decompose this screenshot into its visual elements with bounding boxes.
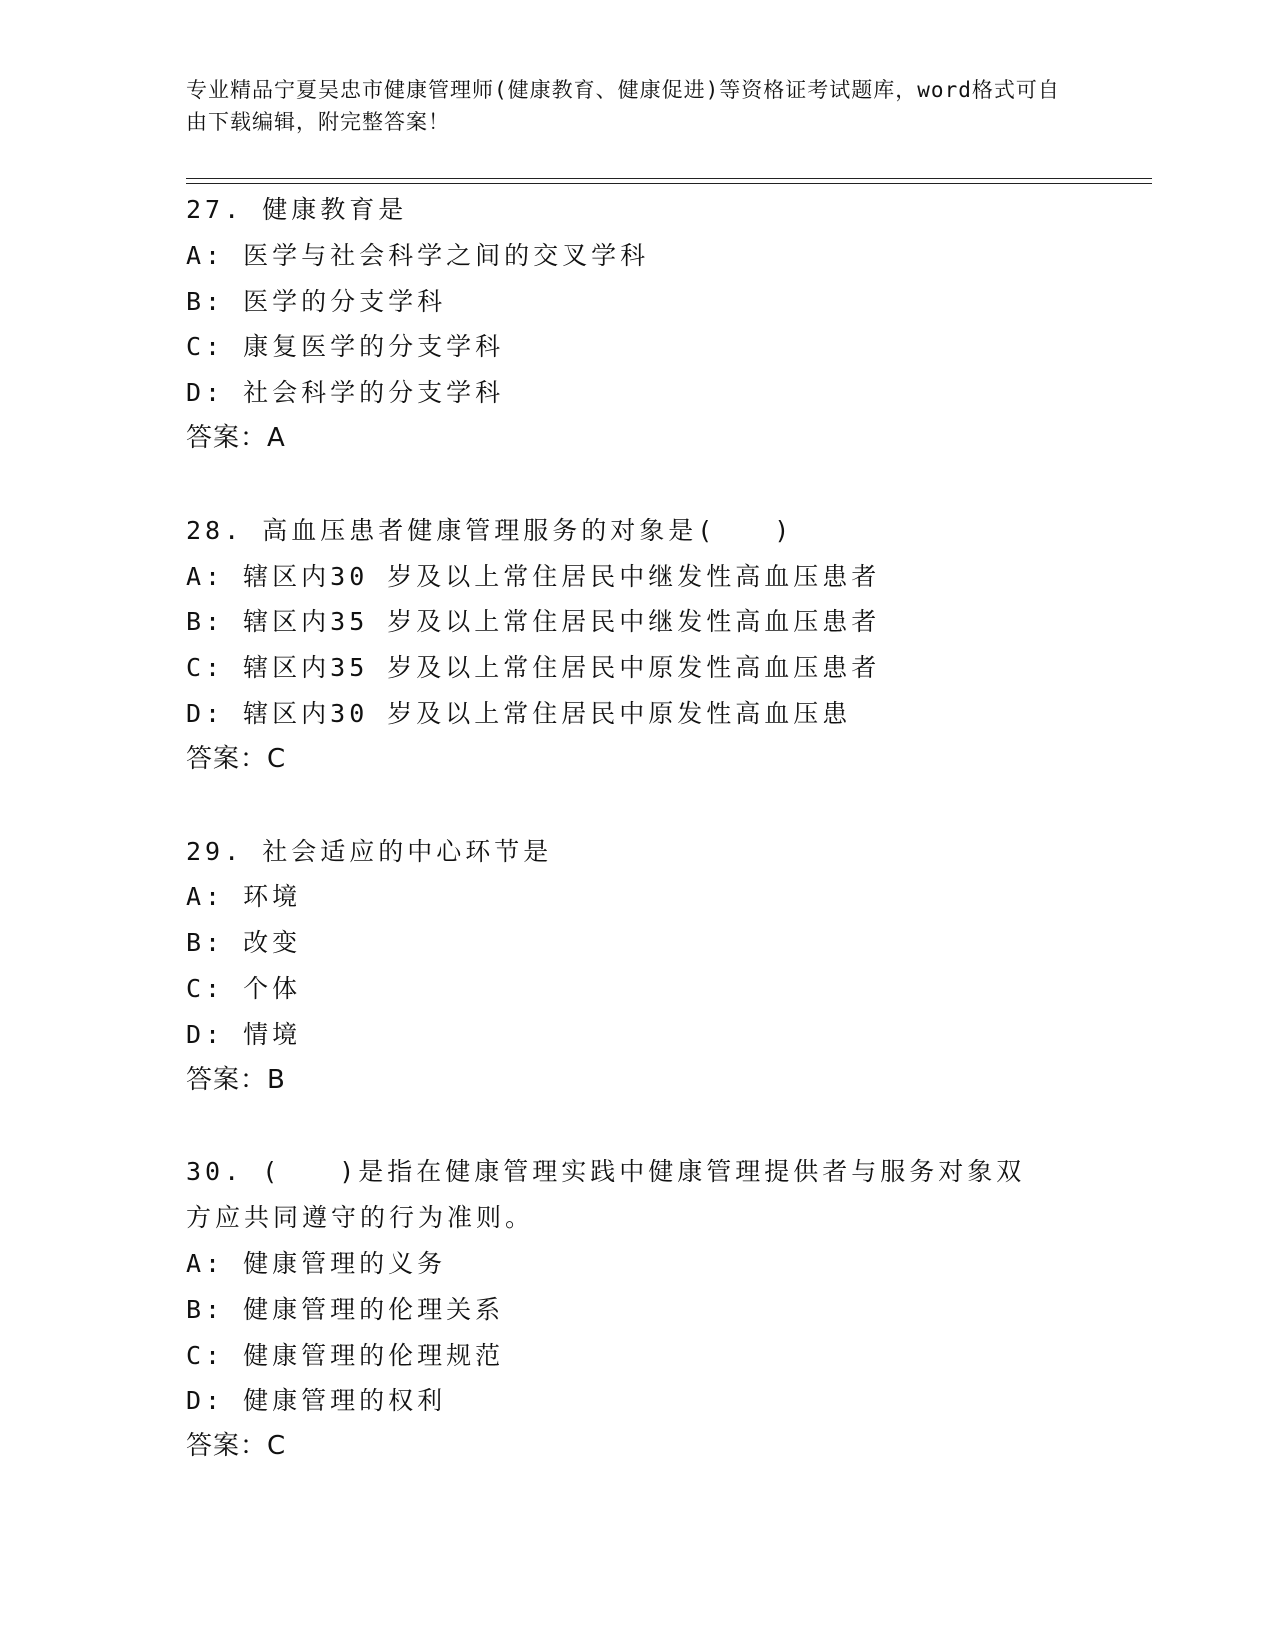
question-stem: 30. ( )是指在健康管理实践中健康管理提供者与服务对象双方应共同遵守的行为准则。 <box>186 1157 1026 1233</box>
question-stem: 27. 健康教育是 <box>186 195 408 224</box>
option-c: C: 个体 <box>186 973 302 1003</box>
answer: 答案：C <box>186 743 287 774</box>
option-b: B: 辖区内35 岁及以上常住居民中继发性高血压患者 <box>186 607 881 637</box>
answer: 答案：B <box>186 1064 286 1095</box>
question-list <box>186 187 1152 1516</box>
answer: 答案：A <box>186 422 286 453</box>
option-a: A: 健康管理的义务 <box>186 1248 447 1278</box>
option-a: A: 医学与社会科学之间的交叉学科 <box>186 240 650 270</box>
answer: 答案：C <box>186 1431 287 1462</box>
option-c: C: 健康管理的伦理规范 <box>186 1340 505 1370</box>
option-d: D: 健康管理的权利 <box>186 1386 447 1416</box>
option-c: C: 辖区内35 岁及以上常住居民中原发性高血压患者 <box>186 653 881 683</box>
question-30 <box>186 1149 1152 1470</box>
option-b: B: 健康管理的伦理关系 <box>186 1294 505 1324</box>
option-d: D: 情境 <box>186 1019 302 1049</box>
option-a: A: 辖区内30 岁及以上常住居民中继发性高血压患者 <box>186 561 881 591</box>
option-b: B: 改变 <box>186 928 302 958</box>
header-divider-bottom <box>186 183 1152 184</box>
header-divider-top <box>186 178 1152 179</box>
document-header: 专业精品宁夏吴忠市健康管理师(健康教育、健康促进)等资格证考试题库，word格式可自由下载编辑，附完整答案！ <box>186 78 1060 134</box>
question-27 <box>186 187 1152 462</box>
question-stem: 28. 高血压患者健康管理服务的对象是( ) <box>186 515 794 545</box>
question-28 <box>186 508 1152 783</box>
question-29 <box>186 829 1152 1104</box>
option-b: B: 医学的分支学科 <box>186 286 447 316</box>
option-d: D: 社会科学的分支学科 <box>186 378 505 408</box>
option-a: A: 环境 <box>186 882 302 912</box>
question-stem: 29. 社会适应的中心环节是 <box>186 836 553 866</box>
option-d: D: 辖区内30 岁及以上常住居民中原发性高血压患 <box>186 698 852 728</box>
option-c: C: 康复医学的分支学科 <box>186 332 505 362</box>
